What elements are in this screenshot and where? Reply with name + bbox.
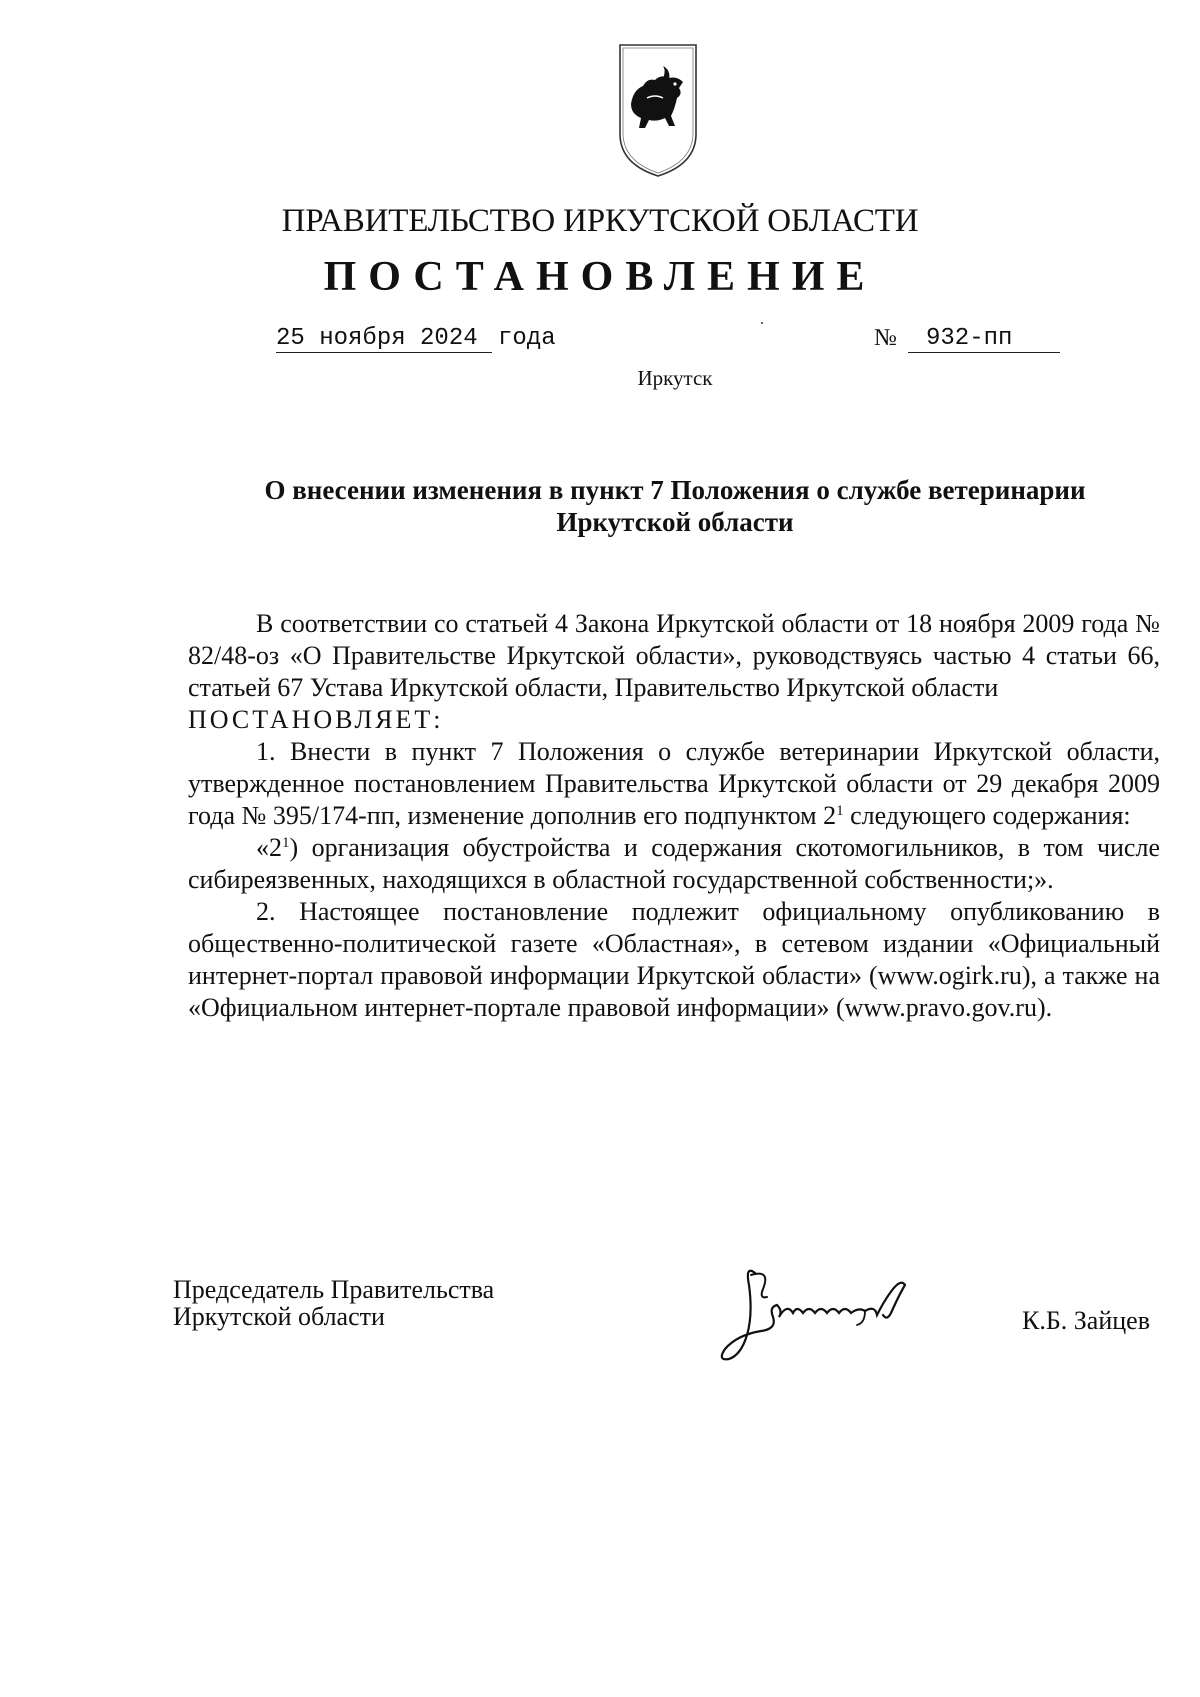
item-1-text: 1. Внести в пункт 7 Положения о службе ветеринарии Иркутской области, утвержденное постановлением Правительства Иркутской области от 29 декабря 2009 года № 395/174-пп, изменение дополнив его подпунктом 2 bbox=[188, 737, 1160, 830]
item-1-paragraph bbox=[188, 736, 1160, 832]
scan-speck bbox=[761, 322, 763, 324]
document-type-title: ПОСТАНОВЛЕНИЕ bbox=[323, 254, 877, 300]
city-name: Иркутск bbox=[637, 366, 713, 390]
item-2-paragraph: 2. Настоящее постановление подлежит официальному опубликованию в общественно-политической газете «Областная», в сетевом издании «Официальный интернет-портал правовой информации Иркутской области» (www.ogirk.ru), а также на «Официальном интернет-портале правовой информации» (www.pravo.gov.ru). bbox=[188, 897, 1160, 1022]
number-label: № bbox=[874, 325, 897, 351]
quote-paragraph bbox=[188, 832, 1160, 896]
signer-title bbox=[173, 1276, 494, 1330]
signer-title-line-2: Иркутской области bbox=[173, 1302, 385, 1331]
document-body bbox=[188, 608, 1160, 1024]
item-1-tail: следующего содержания: bbox=[843, 801, 1131, 830]
quote-superscript: 1 bbox=[282, 835, 290, 851]
handwritten-signature-icon bbox=[715, 1255, 955, 1380]
preamble-paragraph: В соответствии со статьей 4 Закона Иркутской области от 18 ноября 2009 года № 82/48-оз «О Правительстве Иркутской области», руководствуясь частью 4 статьи 66, статьей 67 Устава Иркутской области, Правительство Иркутской области bbox=[188, 609, 1160, 702]
item-1-superscript: 1 bbox=[836, 803, 844, 819]
quote-text: ) организация обустройства и содержания скотомогильников, в том числе сибиреязвенных, находящихся в областной государственной собственности;». bbox=[188, 833, 1160, 894]
organization-title: ПРАВИТЕЛЬСТВО ИРКУТСКОЙ ОБЛАСТИ bbox=[281, 203, 919, 239]
document-number: 932-пп bbox=[908, 325, 1060, 353]
resolves-word: ПОСТАНОВЛЯЕТ: bbox=[188, 705, 444, 734]
document-date: 25 ноября 2024 bbox=[276, 325, 492, 353]
document-subject bbox=[240, 474, 1110, 538]
subject-line-1: О внесении изменения в пункт 7 Положения о службе ветеринарии bbox=[264, 475, 1086, 505]
irkutsk-coat-of-arms-icon bbox=[617, 42, 699, 180]
subject-line-2: Иркутской области bbox=[556, 507, 794, 537]
signer-title-line-1: Председатель Правительства bbox=[173, 1275, 495, 1304]
quote-open: «2 bbox=[256, 833, 282, 862]
signer-name: К.Б. Зайцев bbox=[1022, 1306, 1150, 1335]
registration-line bbox=[276, 325, 1116, 359]
date-suffix: года bbox=[498, 325, 556, 352]
